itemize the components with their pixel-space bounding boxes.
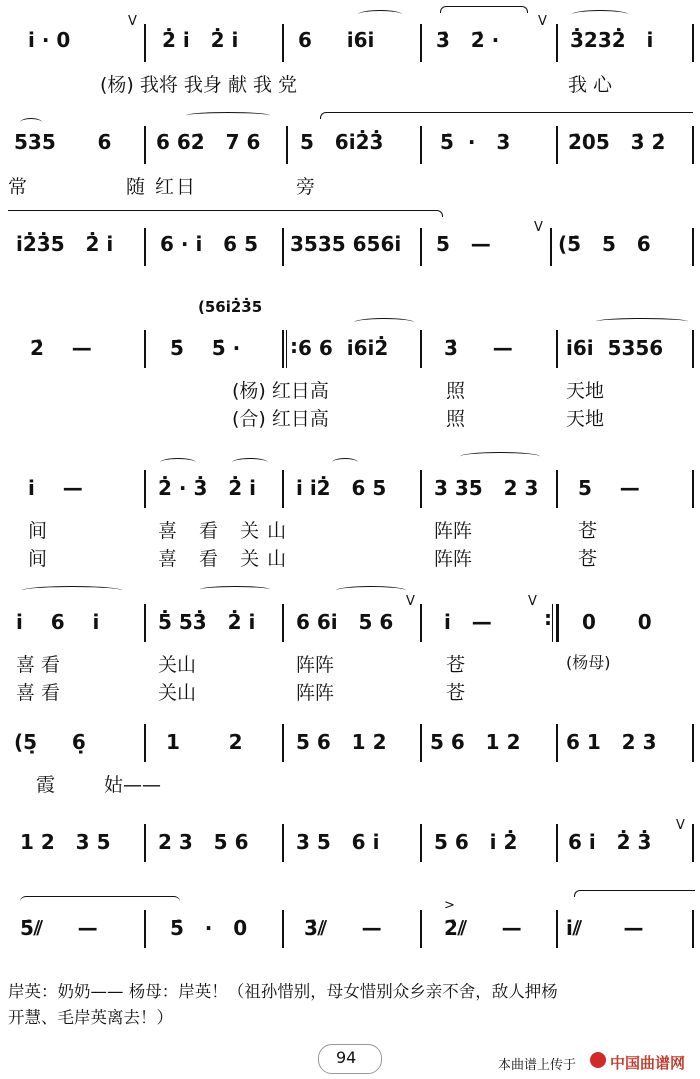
notes-measure: i6i 5356 xyxy=(566,336,664,360)
notes-measure: 2̇ — xyxy=(30,336,92,360)
lyrics-line: (杨) 红日高 xyxy=(232,380,329,402)
notes-measure: i i2̇ 6 5 xyxy=(296,476,387,500)
slur xyxy=(20,118,42,127)
notes-measure: i — xyxy=(444,610,492,634)
bar-line xyxy=(692,824,694,862)
bar-line xyxy=(282,604,284,642)
breath-mark: V xyxy=(534,220,543,235)
lyrics-line: 喜 看 关山 xyxy=(158,520,295,542)
notes-measure: 6 1 2 3 xyxy=(566,730,657,754)
bar-line xyxy=(692,910,694,948)
lyrics-line: (杨) 我将 我身 献 我 党 xyxy=(100,74,298,96)
notes-measure: 6 i6i xyxy=(298,28,375,52)
lyrics-line: 喜 看 xyxy=(16,682,61,704)
bar-line xyxy=(550,228,552,266)
lyrics-line: 喜 看 xyxy=(16,654,61,676)
slur xyxy=(332,458,358,467)
lyrics-line: 苍 xyxy=(446,682,466,704)
accent-mark: > xyxy=(444,898,455,913)
bar-line xyxy=(556,910,558,948)
notes-measure: 0 0 xyxy=(582,610,652,634)
breath-mark: V xyxy=(128,14,137,29)
lyrics-line: 照 xyxy=(446,380,466,402)
notes-measure: i · 0 xyxy=(28,28,71,52)
lyrics-line: 苍 xyxy=(446,654,466,676)
slur xyxy=(22,586,122,595)
slur xyxy=(572,10,628,19)
bar-line xyxy=(144,228,146,266)
lyrics-line: 姑—— xyxy=(104,774,162,796)
notes-measure: 3̇232̇ i xyxy=(570,28,654,52)
notes-measure: 3535 656i xyxy=(290,232,402,256)
slur xyxy=(160,458,196,467)
notes-measure: 3 5 6 i xyxy=(296,830,380,854)
lyrics-line: 霞 xyxy=(36,774,56,796)
bar-line xyxy=(692,24,694,62)
notes-measure: 6 i 2̇ 3̇ xyxy=(568,830,652,854)
notes-measure: 5̇ · 3 xyxy=(440,130,511,154)
slur xyxy=(232,458,268,467)
notes-measure: i 6 i xyxy=(16,610,100,634)
notes-measure: 5̇ 53̇ 2̇ i xyxy=(158,610,256,634)
notes-measure: 5 6 i 2̇ xyxy=(434,830,518,854)
bar-line xyxy=(556,824,558,862)
notes-measure: 2̇05 3̇ 2̇ xyxy=(568,130,666,154)
bar-line xyxy=(420,330,422,368)
tie xyxy=(8,210,443,217)
bar-line xyxy=(144,824,146,862)
lyrics-line: 关山 xyxy=(158,654,197,676)
upload-caption: 本曲谱上传于 xyxy=(498,1058,577,1073)
repeat-dots: : xyxy=(544,606,552,630)
breath-mark: V xyxy=(528,594,537,609)
page-number: 94 xyxy=(336,1048,357,1067)
bar-line xyxy=(556,724,558,762)
bar-line xyxy=(282,470,284,508)
bar-line xyxy=(282,824,284,862)
lyrics-line: 苍 xyxy=(578,520,598,542)
lyrics-line: (杨母) xyxy=(566,653,611,672)
bar-line xyxy=(556,470,558,508)
slur xyxy=(354,318,414,327)
notes-measure: 1 2 3 5 xyxy=(20,830,111,854)
notes-measure: 5̇ 5̇ · xyxy=(170,336,241,360)
notes-measure: 535 6 xyxy=(14,130,112,154)
bar-line xyxy=(556,126,558,164)
notes-measure: 3̇⫽ — xyxy=(304,916,382,940)
bar-line xyxy=(144,470,146,508)
site-name-logo: 中国曲谱网 xyxy=(610,1054,686,1072)
breath-mark: V xyxy=(406,594,415,609)
bar-line xyxy=(692,724,694,762)
bar-line xyxy=(286,126,288,164)
bar-line xyxy=(420,24,422,62)
bar-line xyxy=(420,724,422,762)
lyrics-line: 我 心 xyxy=(568,74,613,96)
breath-mark: V xyxy=(538,14,547,29)
bar-line xyxy=(144,910,146,948)
slur xyxy=(336,586,406,595)
bar-line xyxy=(282,910,284,948)
lyrics-line: 阵阵 xyxy=(296,654,335,676)
lyrics-line: 天地 xyxy=(566,408,605,430)
slur xyxy=(460,452,540,461)
notes-measure: 5 — xyxy=(578,476,640,500)
bar-line xyxy=(556,330,558,368)
bar-line xyxy=(144,724,146,762)
bar-line xyxy=(144,604,146,642)
notes-measure: (5̇ 5 6̇ xyxy=(558,232,651,256)
notes-measure: 5 6i2̇3̇ xyxy=(300,130,384,154)
grace-notes: (56i2̇3̇5 xyxy=(198,298,263,316)
repeat-end xyxy=(556,604,559,642)
bar-line xyxy=(420,910,422,948)
notes-measure: 3̇ 2̇ · xyxy=(436,28,500,52)
lyrics-line: 天地 xyxy=(566,380,605,402)
lyrics-line: 旁 xyxy=(296,176,316,198)
bar-line xyxy=(692,330,694,368)
bar-line xyxy=(420,470,422,508)
bar-line xyxy=(144,330,146,368)
lyrics-line: 喜 看 关山 xyxy=(158,548,295,570)
lyrics-line: 间 xyxy=(28,548,48,570)
lyrics-line: 随 红日 xyxy=(126,176,198,198)
bar-line xyxy=(282,228,284,266)
notes-measure: 5 — xyxy=(436,232,491,256)
bar-line xyxy=(692,470,694,508)
breath-mark: V xyxy=(676,818,685,833)
repeat-dots: : xyxy=(290,334,298,358)
notes-measure: 3 35 2 3 xyxy=(434,476,539,500)
notes-measure: 6 6i 5 6 xyxy=(296,610,394,634)
bar-line xyxy=(556,24,558,62)
notes-measure: i⫽ — xyxy=(566,916,644,940)
notes-measure: 6 6 i6i2̇ xyxy=(298,336,389,360)
bar-line xyxy=(420,126,422,164)
bar-line xyxy=(144,24,146,62)
lyrics-line: 阵阵 xyxy=(296,682,335,704)
lyrics-line: 间 xyxy=(28,520,48,542)
notes-measure: 5 6 1 2 xyxy=(430,730,521,754)
lyrics-line: 照 xyxy=(446,408,466,430)
notes-measure: 5̇ · 0 xyxy=(170,916,248,940)
bar-line xyxy=(692,228,694,266)
bar-line xyxy=(420,228,422,266)
bar-line xyxy=(420,604,422,642)
bar-line xyxy=(420,824,422,862)
notes-measure: 3̇ — xyxy=(444,336,513,360)
bar-line xyxy=(286,330,287,368)
notes-measure: (5̣ 6̣ xyxy=(14,730,86,754)
tie xyxy=(440,6,528,13)
bar-line xyxy=(282,24,284,62)
notes-measure: 6 · i 6 5 xyxy=(160,232,258,256)
lyrics-line: 苍 xyxy=(578,548,598,570)
tie xyxy=(574,890,695,897)
notes-measure: 1 2 xyxy=(166,730,243,754)
lyrics-line: 关山 xyxy=(158,682,197,704)
tie xyxy=(320,112,693,119)
slur xyxy=(186,112,270,119)
tie xyxy=(20,896,180,903)
stage-direction-line-2: 开慧、毛岸英离去！） xyxy=(8,1008,173,1027)
notes-measure: 6 62̇ 7 6 xyxy=(156,130,261,154)
slur xyxy=(200,586,270,593)
lyrics-line: 阵阵 xyxy=(434,520,473,542)
notes-measure: i — xyxy=(28,476,83,500)
notes-measure: 2̇ · 3̇ 2̇ i xyxy=(158,476,256,500)
bar-line xyxy=(692,126,694,164)
slur xyxy=(596,318,688,325)
lyrics-line: 阵阵 xyxy=(434,548,473,570)
notes-measure: 2̇ i 2̇ i xyxy=(162,28,239,52)
stage-direction-line-1: 岸英：奶奶—— 杨母：岸英！（祖孙惜别，母女惜别众乡亲不舍，敌人押杨 xyxy=(8,982,558,1001)
slur xyxy=(358,10,402,19)
repeat-start xyxy=(282,330,284,368)
notes-measure: 5̇⫽ — xyxy=(20,916,98,940)
lyrics-line: (合) 红日高 xyxy=(232,408,329,430)
notes-measure: 2 3 5 6 xyxy=(158,830,249,854)
notes-measure: 5 6 1 2 xyxy=(296,730,387,754)
lyrics-line: 常 xyxy=(8,176,28,198)
notes-measure: i2̇3̇5 2̇ i xyxy=(16,232,114,256)
notes-measure: 2̇⫽ — xyxy=(444,916,522,940)
site-logo-icon xyxy=(590,1052,606,1068)
bar-line xyxy=(552,604,553,642)
bar-line xyxy=(144,126,146,164)
bar-line xyxy=(282,724,284,762)
